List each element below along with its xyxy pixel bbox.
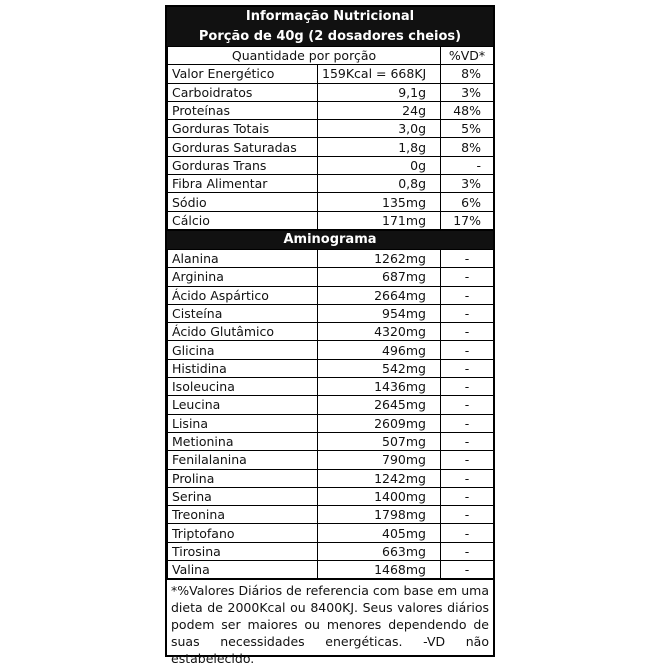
amino-acid-row-vd: -	[441, 561, 494, 579]
nutrient-row-vd: 8%	[441, 65, 494, 83]
amino-acid-row-name: Ácido Glutâmico	[168, 323, 318, 341]
amino-acid-row-vd: -	[441, 396, 494, 414]
amino-acid-row-name: Triptofano	[168, 524, 318, 542]
amino-acid-row-vd: -	[441, 524, 494, 542]
amino-acid-row-vd: -	[441, 451, 494, 469]
nutrient-row	[168, 138, 494, 156]
nutrient-row-amount: 1,8g	[318, 138, 441, 156]
nutrient-row	[168, 193, 494, 211]
nutrient-row-amount: 0,8g	[318, 175, 441, 193]
amino-acid-row-vd: -	[441, 286, 494, 304]
amino-acid-row	[168, 323, 494, 341]
nutrient-row-vd: 17%	[441, 211, 494, 229]
amino-acid-row-name: Ácido Aspártico	[168, 286, 318, 304]
amino-acid-row-amount: 4320mg	[318, 323, 441, 341]
nutrient-row-amount: 9,1g	[318, 83, 441, 101]
amino-acid-row-amount: 954mg	[318, 304, 441, 322]
amino-acid-row-name: Serina	[168, 487, 318, 505]
amino-acid-row-amount: 2645mg	[318, 396, 441, 414]
amino-acid-row-vd: -	[441, 323, 494, 341]
nutrient-row-vd: 48%	[441, 101, 494, 119]
amino-acid-row-amount: 1798mg	[318, 506, 441, 524]
amino-acid-row-name: Isoleucina	[168, 378, 318, 396]
amino-acid-row	[168, 506, 494, 524]
quantity-header: Quantidade por porção	[168, 47, 441, 65]
vd-header: %VD*	[441, 47, 494, 65]
nutrient-row-name: Carboidratos	[168, 83, 318, 101]
nutrient-row	[168, 83, 494, 101]
nutrient-row-name: Gorduras Saturadas	[168, 138, 318, 156]
amino-acid-row-name: Treonina	[168, 506, 318, 524]
amino-acid-row	[168, 542, 494, 560]
amino-acid-row-vd: -	[441, 268, 494, 286]
amino-acid-row-name: Metionina	[168, 432, 318, 450]
amino-acid-row-amount: 507mg	[318, 432, 441, 450]
aminogram-table	[167, 249, 494, 579]
amino-acid-row-amount: 687mg	[318, 268, 441, 286]
nutrient-row-name: Proteínas	[168, 101, 318, 119]
nutrient-row	[168, 175, 494, 193]
amino-acid-row	[168, 286, 494, 304]
nutrient-row-vd: 3%	[441, 175, 494, 193]
nutrient-row	[168, 101, 494, 119]
serving-size-subtitle: Porção de 40g (2 dosadores cheios)	[167, 27, 493, 46]
amino-acid-row-name: Tirosina	[168, 542, 318, 560]
amino-acid-row-amount: 790mg	[318, 451, 441, 469]
amino-acid-row-name: Leucina	[168, 396, 318, 414]
amino-acid-row-vd: -	[441, 249, 494, 267]
footnote: *%Valores Diários de referencia com base em uma dieta de 2000Kcal ou 8400KJ. Seus valores diários podem ser maiores ou menores dependendo de suas necessidades energéticas. -VD não estabelecido.	[167, 579, 493, 667]
amino-acid-row-amount: 542mg	[318, 359, 441, 377]
nutrient-row-name: Sódio	[168, 193, 318, 211]
amino-acid-row	[168, 469, 494, 487]
amino-acid-row-name: Cisteína	[168, 304, 318, 322]
amino-acid-row-name: Valina	[168, 561, 318, 579]
nutrient-row	[168, 120, 494, 138]
amino-acid-row-amount: 1262mg	[318, 249, 441, 267]
nutrition-facts-panel	[165, 5, 495, 667]
amino-acid-row-vd: -	[441, 359, 494, 377]
nutrient-row	[168, 211, 494, 229]
nutrient-row-name: Gorduras Totais	[168, 120, 318, 138]
amino-acid-row	[168, 396, 494, 414]
amino-acid-row-vd: -	[441, 506, 494, 524]
nutrient-row-amount: 159Kcal = 668KJ	[318, 65, 441, 83]
amino-acid-row-name: Prolina	[168, 469, 318, 487]
aminogram-title: Aminograma	[167, 230, 493, 249]
amino-acid-row	[168, 304, 494, 322]
amino-acid-row-amount: 663mg	[318, 542, 441, 560]
amino-acid-row-amount: 2609mg	[318, 414, 441, 432]
amino-acid-row	[168, 341, 494, 359]
amino-acid-row-vd: -	[441, 414, 494, 432]
amino-acid-row	[168, 451, 494, 469]
amino-acid-row-vd: -	[441, 469, 494, 487]
nutrient-row-vd: 6%	[441, 193, 494, 211]
nutrient-row-amount: 0g	[318, 156, 441, 174]
amino-acid-row-amount: 1468mg	[318, 561, 441, 579]
nutrient-row	[168, 156, 494, 174]
nutrient-row-name: Gorduras Trans	[168, 156, 318, 174]
amino-acid-row-amount: 405mg	[318, 524, 441, 542]
amino-acid-row	[168, 414, 494, 432]
amino-acid-row-amount: 2664mg	[318, 286, 441, 304]
amino-acid-row	[168, 432, 494, 450]
amino-acid-row-vd: -	[441, 341, 494, 359]
amino-acid-row-vd: -	[441, 378, 494, 396]
amino-acid-row-name: Arginina	[168, 268, 318, 286]
amino-acid-row	[168, 268, 494, 286]
nutrient-row-amount: 171mg	[318, 211, 441, 229]
amino-acid-row	[168, 378, 494, 396]
nutrients-table	[167, 46, 494, 230]
amino-acid-row-amount: 496mg	[318, 341, 441, 359]
amino-acid-row-amount: 1436mg	[318, 378, 441, 396]
nutrient-row-vd: 3%	[441, 83, 494, 101]
amino-acid-row-name: Alanina	[168, 249, 318, 267]
nutrient-row-amount: 3,0g	[318, 120, 441, 138]
nutrient-row-name: Cálcio	[168, 211, 318, 229]
nutrient-row-amount: 135mg	[318, 193, 441, 211]
amino-acid-row	[168, 249, 494, 267]
amino-acid-row-amount: 1242mg	[318, 469, 441, 487]
nutrient-row-vd: 8%	[441, 138, 494, 156]
amino-acid-row-name: Glicina	[168, 341, 318, 359]
amino-acid-row-amount: 1400mg	[318, 487, 441, 505]
nutrient-row-amount: 24g	[318, 101, 441, 119]
column-header-row	[168, 47, 494, 65]
amino-acid-row	[168, 487, 494, 505]
nutrient-row-name: Fibra Alimentar	[168, 175, 318, 193]
amino-acid-row-vd: -	[441, 542, 494, 560]
amino-acid-row-vd: -	[441, 487, 494, 505]
nutrient-row-vd: 5%	[441, 120, 494, 138]
panel-title: Informação Nutricional	[167, 7, 493, 27]
amino-acid-row	[168, 561, 494, 579]
amino-acid-row-name: Lisina	[168, 414, 318, 432]
nutrient-row-vd: -	[441, 156, 494, 174]
amino-acid-row	[168, 524, 494, 542]
amino-acid-row-name: Histidina	[168, 359, 318, 377]
nutrient-row	[168, 65, 494, 83]
amino-acid-row-vd: -	[441, 432, 494, 450]
amino-acid-row-vd: -	[441, 304, 494, 322]
nutrient-row-name: Valor Energético	[168, 65, 318, 83]
amino-acid-row-name: Fenilalanina	[168, 451, 318, 469]
amino-acid-row	[168, 359, 494, 377]
